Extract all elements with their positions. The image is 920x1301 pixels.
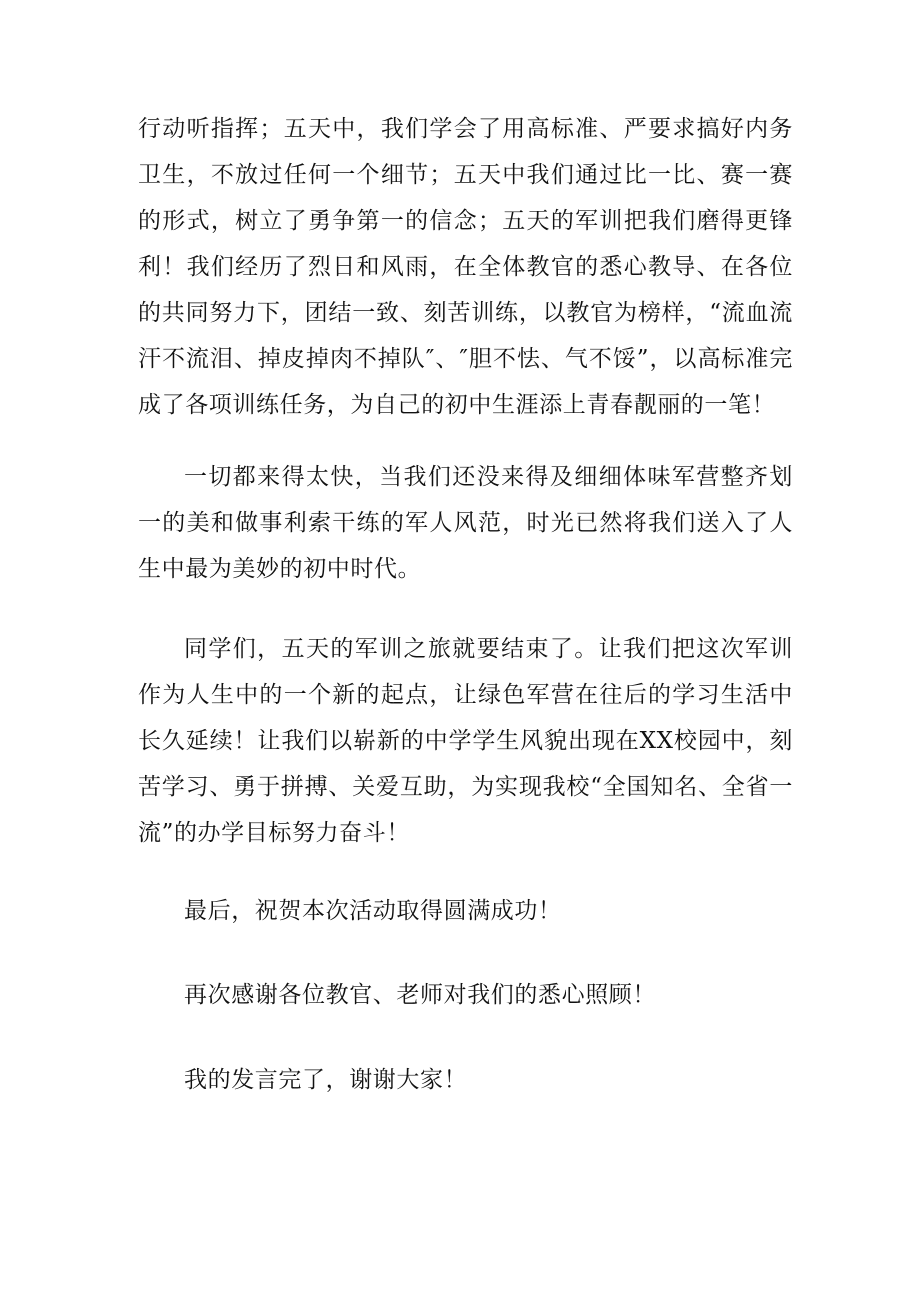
paragraph-thanks: 再次感谢各位教官、老师对我们的悉心照顾！ <box>184 982 656 1008</box>
paragraph-new-starting-point: 同学们，五天的军训之旅就要结束了。让我们把这次军训作为人生中的一个新的起点，让绿色军营在往后的学习生活中长久延续！让我们以崭新的中学学生风貌出现在XX校园中，刻苦学习、勇于拼搏、关爱互助，为实现我校“全国知名、全省一流”的办学目标努力奋斗！ <box>138 636 793 846</box>
paragraph-time-passed: 一切都来得太快，当我们还没来得及细细体味军营整齐划一的美和做事利索干练的军人风范，时光已然将我们送入了人生中最为美妙的初中时代。 <box>138 464 793 582</box>
paragraph-military-training-summary: 行动听指挥；五天中，我们学会了用高标准、严要求搞好内务卫生，不放过任何一个细节；五天中我们通过比一比、赛一赛的形式，树立了勇争第一的信念；五天的军训把我们磨得更锋利！我们经历了烈日和风雨，在全体教官的悉心教导、在各位的共同努力下，团结一致、刻苦训练，以教官为榜样，“流血流汗不流泪、掉皮掉肉不掉队″、″胆不怯、气不馁”，以高标准完成了各项训练任务，为自己的初中生涯添上青春靓丽的一笔！ <box>138 116 793 418</box>
paragraph-closing: 我的发言完了，谢谢大家！ <box>184 1067 468 1093</box>
paragraph-congratulations: 最后，祝贺本次活动取得圆满成功！ <box>184 898 562 924</box>
